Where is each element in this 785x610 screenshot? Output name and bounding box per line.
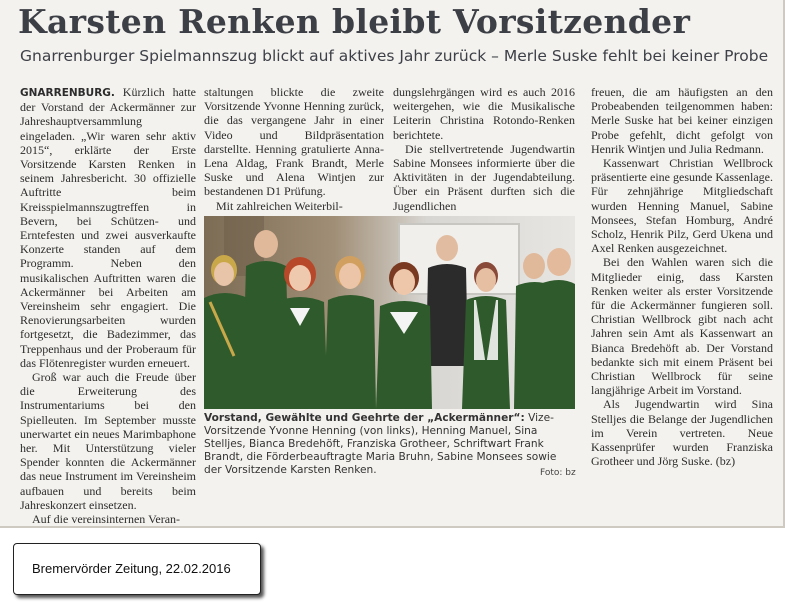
- caption-lead: Vorstand, Gewählte und Geehrte der „Ackermänner“:: [204, 412, 525, 424]
- text-column-3: [393, 85, 575, 213]
- paragraph: Kürzlich hatte der Vorstand der Ackermänner zur Jahreshauptversammlung eingeladen. „Wir waren sehr aktiv 2015“, erklärte der Erste Vorsitzende Karsten Renken in seinem Jahresbericht. 30 offizielle Auftritte beim Kreisspielmannszugtreffen in Bevern, bei Schützen- und Erntefesten und zwei ausverkaufte Konzerte standen auf dem Programm. Neben den musikalischen Auftritten waren die Ackermänner bei Arbeiten am Vereinsheim sehr engagiert. Die Renovierungsarbeiten wurden fortgesetzt, die Badezimmer, das Treppenhaus und der Proberaum für das Flötenregister wurden erneuert.: [20, 85, 196, 370]
- text-column-1: [20, 85, 196, 526]
- text-column-4: [591, 85, 773, 468]
- caption-text: Vize-Vorsitzende Yvonne Henning (von links), Henning Manuel, Sina Stelljes, Bianca Bredehöft, Franziska Grotheer, Schriftwart Frank Brandt, die Förderbeauftragte Maria Bruhn, Sabine Monsees sowie der Vorsitzende Karsten Renken.: [204, 412, 557, 476]
- paragraph: Mit zahlreichen Weiterbil-: [216, 198, 343, 213]
- paragraph: freuen, die am häufigsten an den Probeabenden teilgenommen haben: Merle Suske hat bei keiner einzigen Probe gefehlt, dicht gefolgt von Henrik Wintjen und Julia Redmann.: [591, 85, 773, 156]
- photo-credit: Foto: bz: [540, 468, 576, 478]
- paragraph: staltungen blickte die zweite Vorsitzende Yvonne Henning zurück, die das vergangene Jahr in einer Video und Bildpräsentation darstellte. Henning gratulierte Anna-Lena Aldag, Frank Brandt, Merle Suske und Alena Wintjen zur bestandenen D1 Prüfung.: [204, 85, 384, 199]
- photo-caption: [204, 412, 576, 477]
- source-label: Bremervörder Zeitung, 22.02.2016: [32, 561, 231, 576]
- paragraph: dungslehrgängen wird es auch 2016 weitergehen, wie die Musikalische Leiterin Christina Rotondo-Renken berichtete.: [393, 85, 575, 142]
- paragraph: Als Jugendwartin wird Sina Stelljes die Belange der Jugendlichen im Verein vertreten. Neue Kassenprüfer wurden Franziska Grotheer und Jörg Suske. (bz): [591, 397, 773, 469]
- paragraph: Groß war auch die Freude über die Erweiterung des Instrumentariums bei den Spielleuten. Im September musste unerwartet ein neues Marimbaphone her. Mit Unterstützung vieler Spender konnten die Ackermänner das neue Instrument im Vereinsheim aufbauen und bereits beim Jahreskonzert einsetzen.: [20, 370, 196, 512]
- paragraph: Kassenwart Christian Wellbrock präsentierte eine gesunde Kassenlage. Für zehnjährige Mitgliedschaft wurden Henning Manuel, Sabine Monsees, Stefan Homburg, André Scholz, Henrik Pilz, Gerd Ukena und Axel Renken ausgezeichnet.: [591, 156, 773, 256]
- paragraph: Die stellvertretende Jugendwartin Sabine Monsees informierte über die Aktivitäten in der Jugendabteilung. Über ein Präsent durften sich die Jugendlichen: [393, 141, 575, 213]
- group-photo: [204, 216, 575, 409]
- group-photo-illustration: [204, 216, 575, 409]
- dateline: GNARRENBURG.: [20, 87, 115, 99]
- paragraph: Auf die vereinsinternen Veran-: [32, 512, 181, 527]
- text-column-2: [204, 85, 384, 213]
- paragraph: Bei den Wahlen waren sich die Mitglieder einig, dass Karsten Renken weiter als erster Vorsitzende für die Ackermänner fungieren soll. Christian Wellbrock gibt nach acht Jahren sein Amt als Kassenwart an Bianca Bredehöft ab. Der Vorstand bedankte sich mit einem Präsent bei Christian Wellbrock für seine langjährige Arbeit im Vorstand.: [591, 255, 773, 398]
- source-label-box: [13, 543, 261, 595]
- article-headline: Karsten Renken bleibt Vorsitzender: [18, 2, 691, 41]
- article-subheadline: Gnarrenburger Spielmannszug blickt auf aktives Jahr zurück – Merle Suske fehlt bei keiner Probe: [20, 47, 769, 65]
